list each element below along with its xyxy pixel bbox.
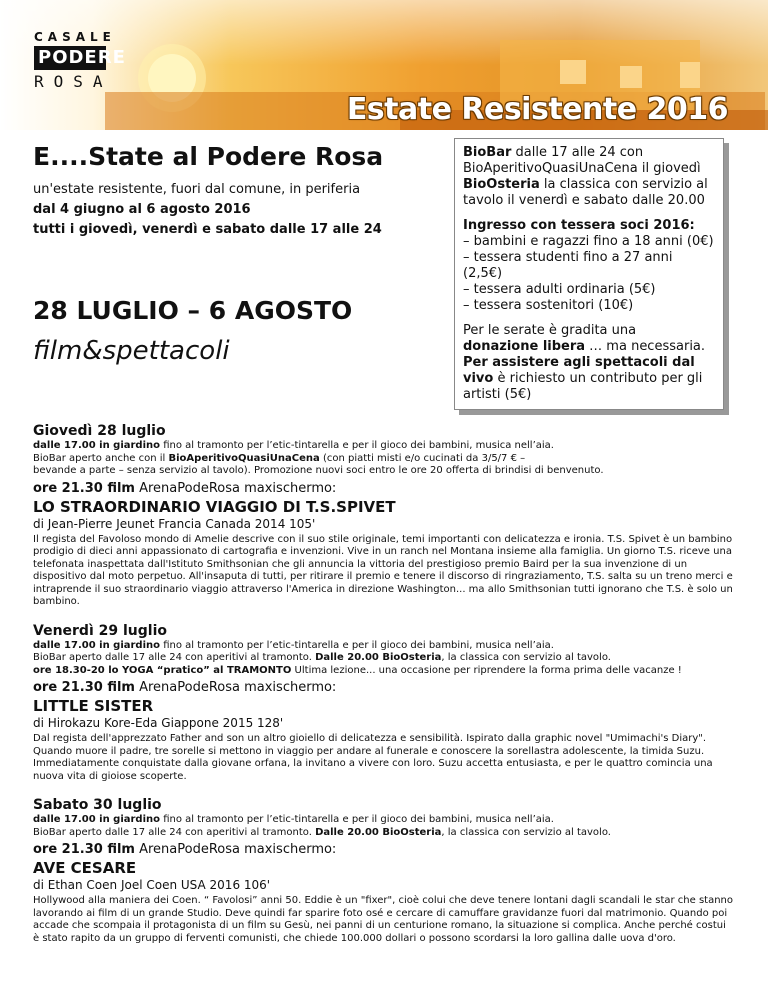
line-bold: Dalle 20.00 BioOsteria bbox=[315, 826, 442, 838]
film-director: di Hirokazu Kore-Eda Giappone 2015 128' bbox=[33, 716, 284, 730]
day-line bbox=[33, 665, 733, 678]
day-section bbox=[33, 422, 733, 609]
logo-line-rosa: ROSA bbox=[34, 72, 113, 91]
line-text: Ultima lezione... una occasione per riprendere la forma prima delle vacanze ! bbox=[291, 664, 682, 676]
show-venue: ArenaPodeRosa maxischermo: bbox=[134, 680, 337, 695]
line-bold: ore 18.30-20 lo YOGA “pratico” al TRAMONTO bbox=[33, 664, 292, 676]
line-text: BioBar aperto dalle 17 alle 24 con aperitivi al tramonto. bbox=[33, 652, 316, 663]
casale-podere-rosa-logo bbox=[34, 30, 126, 92]
film-title: LITTLE SISTER bbox=[33, 697, 154, 715]
film-director: di Ethan Coen Joel Coen USA 2016 106' bbox=[33, 878, 271, 892]
film-description: Dal regista dell'apprezzato Father and son un altro gioiello di delicatezza e sensibilità. Ispirato dalla graphic novel "Umimachi's Diary". Quando muore il padre, tre sorelle si mettono in viaggio per andare al funerale e conoscere la sorellastra adolescente, la timida Suzu. Immediatamente conquistate dalla giovane orfana, la invitano a vivere con loro. Suzu accetta entusiasta, e per le quattro comincia una nuova vita di gioiose scoperte. bbox=[33, 733, 713, 782]
show-venue: ArenaPodeRosa maxischermo: bbox=[134, 842, 337, 857]
ingresso-info bbox=[463, 218, 715, 314]
line-text: fino al tramonto per l’etic-tintarella e per il gioco dei bambini, musica nell’aia. bbox=[160, 440, 554, 451]
biobar-label: BioBar bbox=[463, 145, 512, 160]
spettacoli-text: è richiesto un contributo per gli artisti (5€) bbox=[463, 371, 703, 402]
day-line bbox=[33, 453, 733, 466]
show-time: ore 21.30 film bbox=[33, 680, 135, 695]
film-title: LO STRAORDINARIO VIAGGIO DI T.S.SPIVET bbox=[33, 497, 396, 516]
film-description: Il regista del Favoloso mondo di Amelie descrive con il suo stile originale, temi importanti con delicatezza e ironia. T.S. Spivet è un bambino prodigio di dieci anni appassionato di cartografia e invenzioni. Vive in un ranch nel Montana insieme alla famiglia. Un giorno T.S. riceve una telefonata inaspettata dall'Istituto Smithsonian che gli annuncia la vittoria del prestigioso premio Baird per la sua invenzione di un dispositivo dal moto perpetuo. All'insaputa di tutti, per ritirare il premio e tenere il discorso di ringraziamento, T.S. salta su un treno merci e intraprende il suo straordinario viaggio attraverso l'America in direzione Washington... ma allo Smithsonian tutti ignorano che T.S. è solo un bambino. bbox=[33, 533, 733, 607]
header-banner bbox=[0, 0, 768, 130]
program-tagline: film&spettacoli bbox=[33, 336, 230, 366]
day-section bbox=[33, 622, 733, 784]
day-line bbox=[33, 814, 733, 827]
logo-line-podere: PODERE bbox=[34, 46, 106, 70]
day-line: bevande a parte – senza servizio al tavolo). Promozione nuovi soci entro le ore 20 offerta di brindisi di benvenuto. bbox=[33, 465, 604, 476]
biobar-text: dalle 17 alle 24 con BioAperitivoQuasiUnaCena il giovedì bbox=[463, 145, 701, 176]
day-line bbox=[33, 652, 733, 665]
line-bold: Dalle 20.00 BioOsteria bbox=[315, 652, 442, 663]
spettacoli-bold: Per assistere agli spettacoli dal vivo bbox=[463, 355, 695, 386]
line-bold: dalle 17.00 in giardino bbox=[33, 814, 161, 825]
film-title: AVE CESARE bbox=[33, 859, 137, 877]
day-section bbox=[33, 796, 733, 945]
film-director: di Jean-Pierre Jeunet Francia Canada 2014 105' bbox=[33, 516, 316, 531]
day-heading: Venerdì 29 luglio bbox=[33, 622, 167, 639]
day-line bbox=[33, 440, 733, 453]
show-line bbox=[33, 481, 733, 497]
line-text: fino al tramonto per l’etic-tintarella e per il gioco dei bambini, musica nell’aia. bbox=[160, 814, 554, 825]
ingresso-item: – bambini e ragazzi fino a 18 anni (0€) bbox=[463, 234, 714, 249]
line-bold: BioAperitivoQuasiUnaCena bbox=[168, 452, 320, 464]
bioosteria-text: la classica con servizio al tavolo il venerdì e sabato dalle 20.00 bbox=[463, 177, 708, 208]
ingresso-item: – tessera studenti fino a 27 anni (2,5€) bbox=[463, 250, 673, 281]
info-box bbox=[454, 138, 724, 410]
subtitle: un'estate resistente, fuori dal comune, in periferia bbox=[33, 182, 361, 197]
page-title: E....State al Podere Rosa bbox=[33, 142, 384, 171]
film-description: Hollywood alla maniera dei Coen. “ Favolosi” anni 50. Eddie è un "fixer", cioè colui che deve tenere lontani dagli scandali le star che stanno lavorando ai film di un grande Studio. Deve quindi far sparire foto osé e cercare di camuffare gravidanze fuori dal matrimonio. Quando poi accade che scompaia il protagonista di un film su Gesù, nei panni di un centurione romano, la situazione si complica. Anche perché costui è stato rapito da un gruppo di ferventi comunisti, che chiede 100.000 dollari o possono scordarsi la loro gallina dalle uova d'oro. bbox=[33, 895, 734, 944]
show-time: ore 21.30 film bbox=[33, 480, 135, 496]
line-text: BioBar aperto dalle 17 alle 24 con aperitivi al tramonto. bbox=[33, 826, 316, 838]
biobar-info bbox=[463, 145, 715, 209]
program-list bbox=[33, 422, 733, 945]
donazione-post: … ma necessaria. bbox=[585, 339, 706, 354]
show-line bbox=[33, 842, 733, 858]
day-line bbox=[33, 640, 733, 653]
line-text: fino al tramonto per l’etic-tintarella e per il gioco dei bambini, musica nell’aia. bbox=[160, 639, 554, 651]
show-time: ore 21.30 film bbox=[33, 842, 135, 857]
donazione-info bbox=[463, 323, 715, 403]
bioosteria-label: BioOsteria bbox=[463, 177, 540, 192]
line-bold: dalle 17.00 in giardino bbox=[33, 639, 161, 651]
logo-line-casale: CASALE bbox=[34, 30, 116, 44]
line-text: BioBar aperto anche con il bbox=[33, 452, 169, 464]
line-bold: dalle 17.00 in giardino bbox=[33, 440, 161, 451]
donazione-bold: donazione libera bbox=[463, 339, 586, 354]
day-line bbox=[33, 827, 733, 840]
show-venue: ArenaPodeRosa maxischermo: bbox=[134, 480, 337, 496]
line-text: , la classica con servizio al tavolo. bbox=[441, 652, 611, 663]
banner-title: Estate Resistente 2016 bbox=[346, 92, 728, 127]
day-heading: Giovedì 28 luglio bbox=[33, 423, 166, 439]
program-range: 28 LUGLIO – 6 AGOSTO bbox=[33, 296, 353, 325]
show-line bbox=[33, 680, 733, 696]
ingresso-item: – tessera adulti ordinaria (5€) bbox=[463, 282, 656, 297]
donazione-pre: Per le serate è gradita una bbox=[463, 323, 637, 338]
ingresso-title: Ingresso con tessera soci 2016: bbox=[463, 218, 695, 233]
season-dates: dal 4 giugno al 6 agosto 2016 bbox=[33, 202, 251, 217]
day-heading: Sabato 30 luglio bbox=[33, 797, 162, 813]
ingresso-item: – tessera sostenitori (10€) bbox=[463, 298, 634, 313]
opening-days: tutti i giovedì, venerdì e sabato dalle 17 alle 24 bbox=[33, 222, 382, 237]
line-text: (con piatti misti e/o cucinati da 3/5/7 € – bbox=[319, 452, 526, 464]
line-text: , la classica con servizio al tavolo. bbox=[441, 826, 611, 838]
